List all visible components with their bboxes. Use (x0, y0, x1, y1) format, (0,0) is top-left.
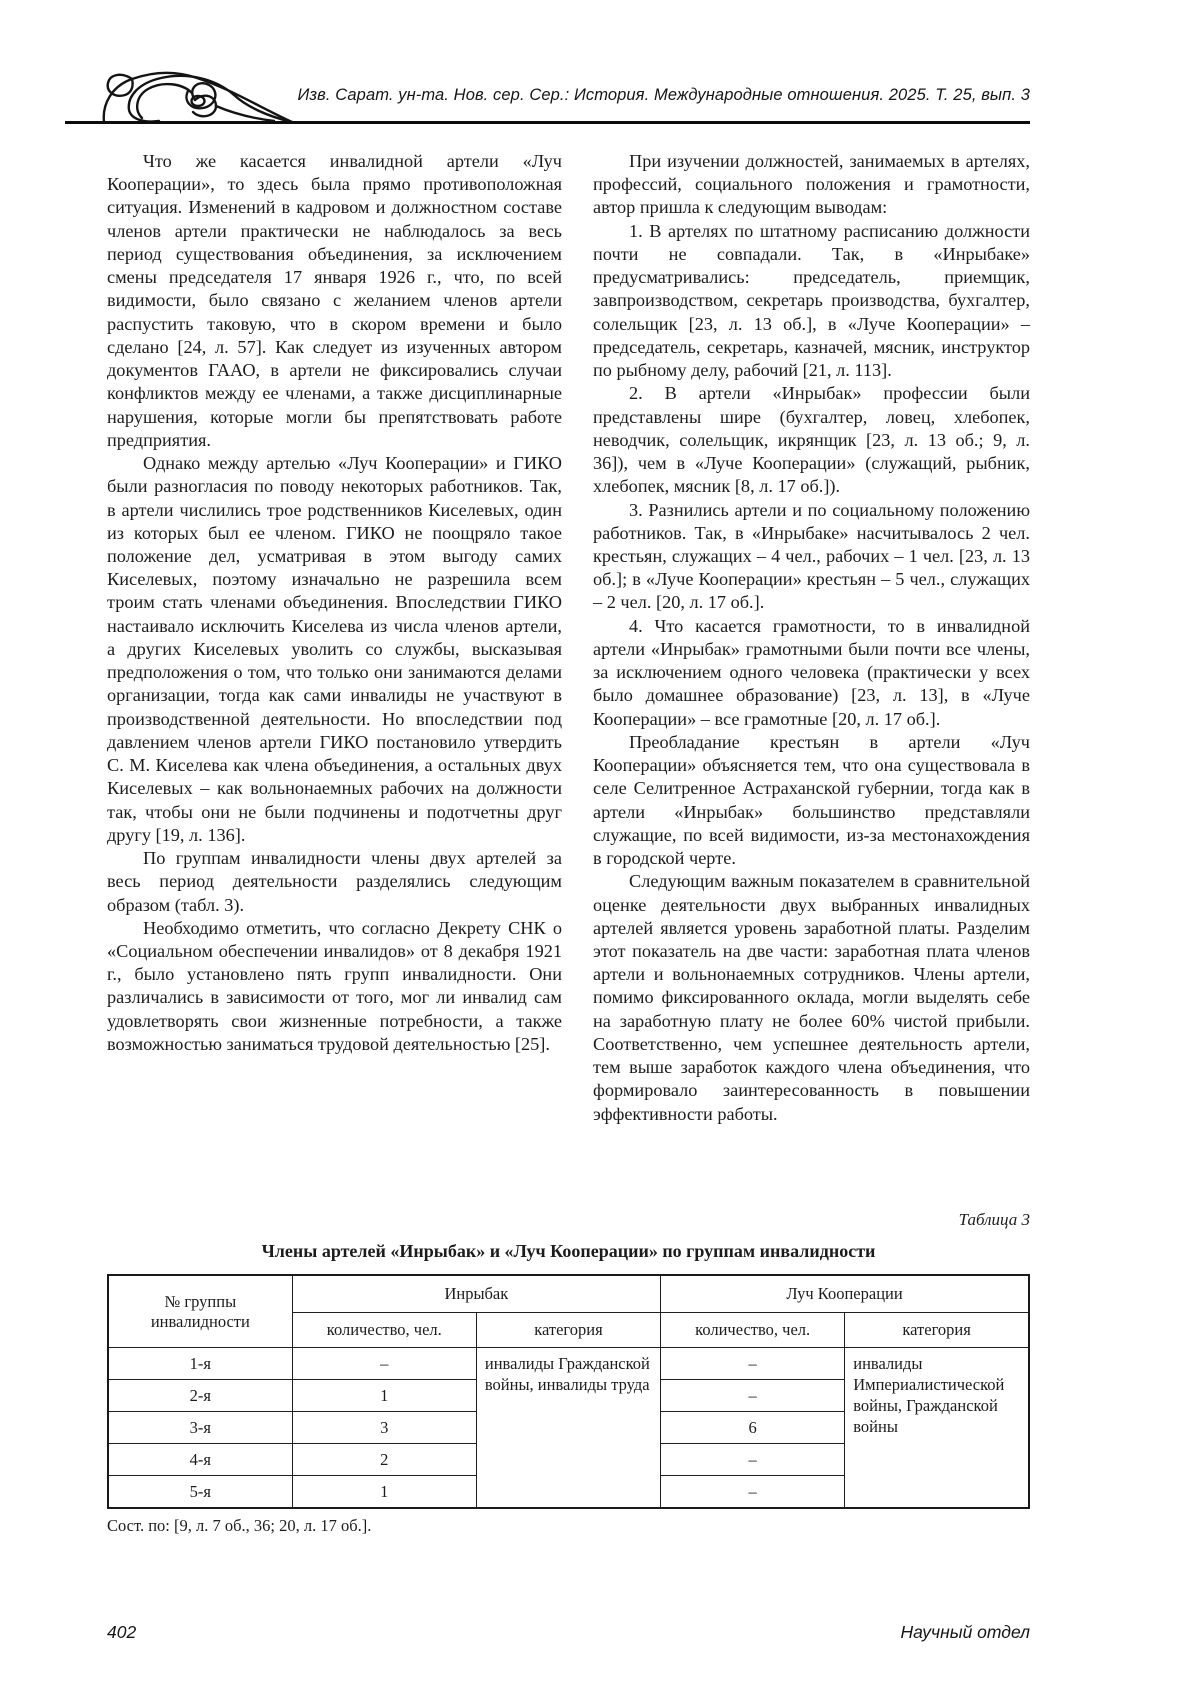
paragraph: По группам инвалидности члены двух артелей за весь период деятельности разделялись следующим образом (табл. 3). (107, 848, 562, 915)
paragraph: Однако между артелью «Луч Кооперации» и ГИКО были разногласия по поводу некоторых работников. Так, в артели числились трое родственников Киселевых, один из которых был ее членом. ГИКО не поощряло такое положение дел, усматривая в этом выгоду самих Киселевых, поэтому изначально не разрешила всем троим стать членами объединения. Впоследствии ГИКО настаивало исключить Киселева из числа членов артели, а других Киселевых уволить со службы, высказывая предположения о том, что только они занимаются делами организации, тогда как сами инвалиды не участвуют в производственной деятельности. Но впоследствии под давлением членов артели ГИКО постановило утвердить С. М. Киселева как члена объединения, а остальных двух Киселевых – как вольнонаемных рабочих на должности так, чтобы они не были подчинены и подотчетны друг другу [19, л. 136]. (107, 453, 562, 845)
paragraph: Необходимо отметить, что согласно Декрету СНК о «Социальном обеспечении инвалидов» от 8 декабря 1921 г., было установлено пять групп инвалидности. Они различались в зависимости от того, мог ли инвалид сам удовлетворять свои жизненные потребности, а также возможностью заниматься трудовой деятельностью [25]. (107, 917, 562, 1054)
article-body (107, 150, 1030, 1126)
left-column (107, 150, 562, 1126)
header-cell-inrybak: Инрыбак (292, 1275, 660, 1313)
cell-luch-count: – (661, 1380, 845, 1412)
cell-inrybak-count: 1 (292, 1476, 476, 1509)
paragraph: 1. В артелях по штатному расписанию должности почти не совпадали. Так, в «Инрыбаке» предусматривались: председатель, приемщик, завпроизводством, секретарь производства, бухгалтер, солельщик [23, л. 13 об.], в «Луче Кооперации» – председатель, секретарь, казначей, мясник, инструктор по рыбному делу, рабочий [21, л. 113]. (593, 220, 1030, 381)
table-title: Члены артелей «Инрыбак» и «Луч Кооперации» по группам инвалидности (261, 1241, 876, 1261)
cell-group: 1-я (108, 1348, 292, 1380)
header-cell-category-luch: категория (845, 1313, 1029, 1348)
header-cell-group-number: № группы инвалидности (108, 1275, 292, 1348)
right-column (593, 150, 1030, 1126)
cell-inrybak-count: – (292, 1348, 476, 1380)
paragraph: 4. Что касается грамотности, то в инвалидной артели «Инрыбак» грамотными были почти все члены, за исключением одного человека (практически у всех было домашнее образование) [23, л. 13], в «Луче Кооперации» – все грамотные [20, л. 17 об.]. (593, 615, 1030, 729)
cell-inrybak-count: 3 (292, 1412, 476, 1444)
page-footer (107, 1622, 1030, 1643)
cell-luch-category: инвалиды Империалистической войны, Гражданской войны (845, 1348, 1029, 1509)
paragraph: Преобладание крестьян в артели «Луч Кооперации» объясняется тем, что она существовала в селе Селитренное Астраханской губернии, тогда как в артели «Инрыбак» большинство представляли служащие, по всей видимости, из-за местонахождения в городской черте. (593, 731, 1030, 869)
header-rule (65, 121, 1030, 124)
cell-inrybak-count: 1 (292, 1380, 476, 1412)
cell-group: 5-я (108, 1476, 292, 1509)
section-title: Научный отдел (900, 1622, 1030, 1642)
header-cell-count-luch: количество, чел. (661, 1313, 845, 1348)
table-label: Таблица 3 (958, 1210, 1030, 1229)
cell-luch-count: – (661, 1444, 845, 1476)
paragraph: Следующим важным показателем в сравнительной оценке деятельности двух выбранных инвалидных артелей является уровень заработной платы. Разделим этот показатель на две части: заработная плата членов артели и вольнонаемных сотрудников. Члены артели, помимо фиксированного оклада, могли выделять себе на заработную плату не более 60% чистой прибыли. Соответственно, чем успешнее деятельность артели, тем выше заработок каждого члена объединения, что формировало заинтересованность в повышении эффективности работы. (593, 871, 1030, 1124)
table-header-row-groups (108, 1275, 1029, 1313)
header-cell-category-inrybak: категория (476, 1313, 660, 1348)
header-cell-count-inrybak: количество, чел. (292, 1313, 476, 1348)
paragraph: При изучении должностей, занимаемых в артелях, профессий, социального положения и грамотности, автор пришла к следующим выводам: (593, 151, 1030, 218)
cell-group: 3-я (108, 1412, 292, 1444)
running-head: Изв. Сарат. ун-та. Нов. сер. Сер.: История. Международные отношения. 2025. Т. 25, вып. 3 (297, 86, 1030, 104)
cell-inrybak-category: инвалиды Гражданской войны, инвалиды труда (476, 1348, 660, 1509)
cell-inrybak-count: 2 (292, 1444, 476, 1476)
table-source-note: Сост. по: [9, л. 7 об., 36; 20, л. 17 об.]. (107, 1516, 372, 1535)
cell-group: 4-я (108, 1444, 292, 1476)
paragraph: 3. Разнились артели и по социальному положению работников. Так, в «Инрыбаке» насчитывалось 2 чел. крестьян, служащих – 4 чел., рабочих – 1 чел. [23, л. 13 об.]; в «Луче Кооперации» крестьян – 5 чел., служащих – 2 чел. [20, л. 17 об.]. (593, 499, 1030, 613)
cell-group: 2-я (108, 1380, 292, 1412)
cell-luch-count: – (661, 1476, 845, 1509)
page-number: 402 (107, 1622, 137, 1642)
paragraph: 2. В артели «Инрыбак» профессии были представлены шире (бухгалтер, ловец, хлебопек, неводчик, солельщик, икрянщик [23, л. 13 об.; 9, л. 36]), чем в «Луче Кооперации» (служащий, рыбник, хлебопек, мясник [8, л. 17 об.]). (593, 383, 1030, 497)
cell-luch-count: 6 (661, 1412, 845, 1444)
cell-luch-count: – (661, 1348, 845, 1380)
paragraph: Что же касается инвалидной артели «Луч Кооперации», то здесь была прямо противоположная ситуация. Изменений в кадровом и должностном составе членов артели практически не наблюдалось за весь период существования объединения, за исключением смены председателя 17 января 1926 г., что, по всей видимости, было связано с желанием членов артели распустить таковую, что в скором времени и было сделано [24, л. 57]. Как следует из изученных автором документов ГААО, в артели не фиксировались случаи конфликтов между ее членами, а также дисциплинарные нарушения, которые могли бы препятствовать работе предприятия. (107, 151, 562, 450)
invalidity-groups-table (107, 1274, 1030, 1509)
header-cell-luch: Луч Кооперации (661, 1275, 1029, 1313)
table-row (108, 1348, 1029, 1380)
